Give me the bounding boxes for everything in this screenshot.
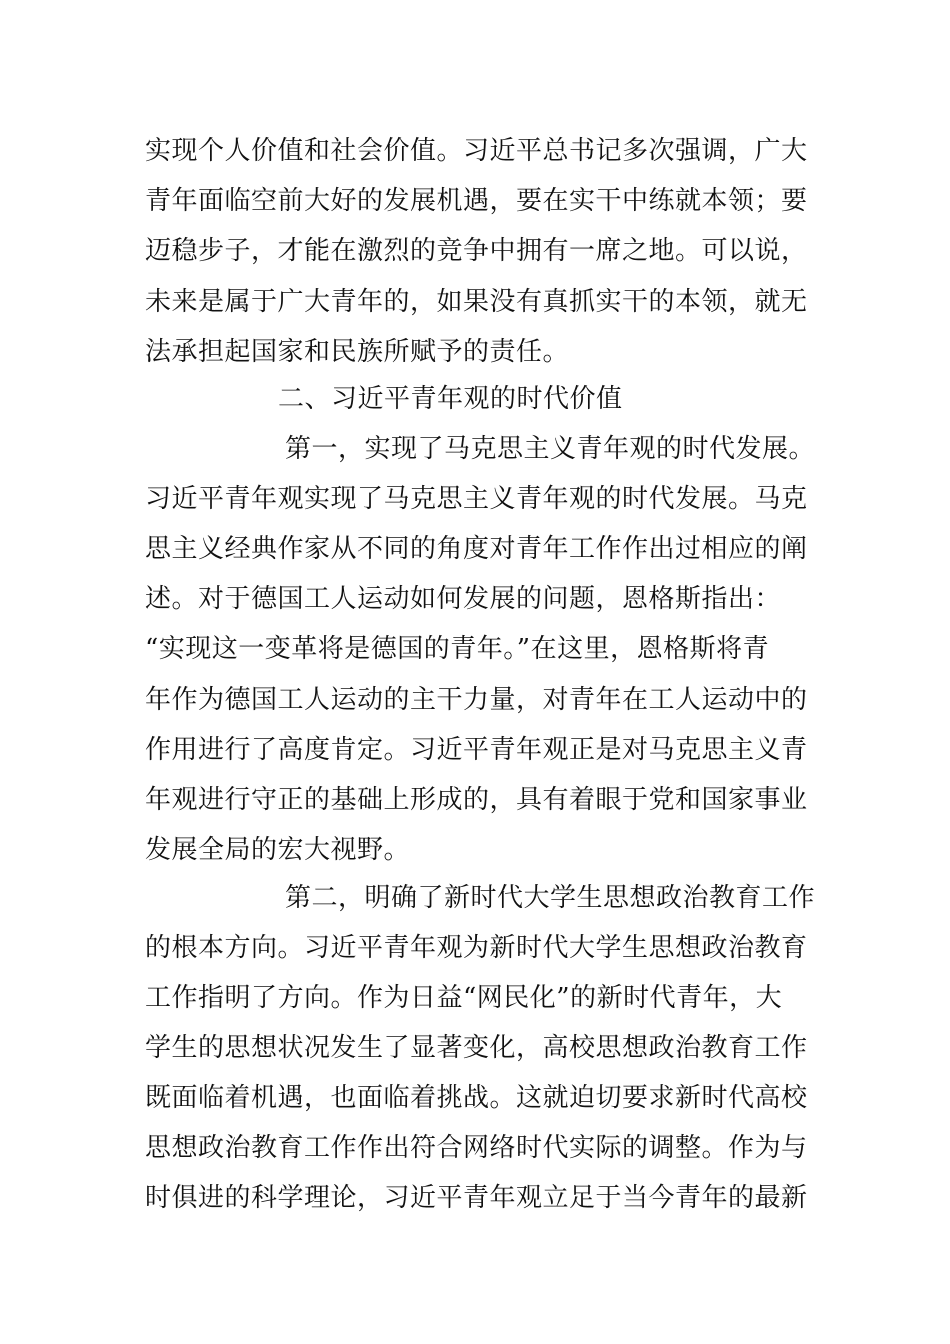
body-text-line: 实现个人价值和社会价值。习近平总书记多次强调，广大 <box>145 136 808 166</box>
body-text-line: 习近平青年观实现了马克思主义青年观的时代发展。马克 <box>145 484 808 514</box>
body-text-line: 思主义经典作家从不同的角度对青年工作作出过相应的阐 <box>145 534 808 564</box>
body-text-line: 迈稳步子，才能在激烈的竞争中拥有一席之地。可以说， <box>145 236 808 266</box>
body-text-line: 作用进行了高度肯定。习近平青年观正是对马克思主义青 <box>145 735 808 765</box>
paragraph-lead-line: 第二，明确了新时代大学生思想政治教育工作 <box>285 883 816 913</box>
body-text-line: 法承担起国家和民族所赋予的责任。 <box>145 337 570 367</box>
body-text-line: 未来是属于广大青年的，如果没有真抓实干的本领，就无 <box>145 287 808 317</box>
body-text-line: 年作为德国工人运动的主干力量，对青年在工人运动中的 <box>145 685 808 715</box>
body-text-line: 述。对于德国工人运动如何发展的问题，恩格斯指出： <box>145 584 782 614</box>
body-text-line: 工作指明了方向。作为日益“网民化”的新时代青年，大 <box>145 983 783 1013</box>
body-text-line: 青年面临空前大好的发展机遇，要在实干中练就本领；要 <box>145 186 808 216</box>
body-text-line: 思想政治教育工作作出符合网络时代实际的调整。作为与 <box>145 1133 808 1163</box>
body-text-line: 既面临着机遇，也面临着挑战。这就迫切要求新时代高校 <box>145 1083 808 1113</box>
body-text-line: 的根本方向。习近平青年观为新时代大学生思想政治教育 <box>145 933 808 963</box>
section-heading: 二、习近平青年观的时代价值 <box>278 384 623 414</box>
body-text-line: 学生的思想状况发生了显著变化，高校思想政治教育工作 <box>145 1033 808 1063</box>
body-text-line: 年观进行守正的基础上形成的，具有着眼于党和国家事业 <box>145 785 808 815</box>
body-text-line: “实现这一变革将是德国的青年。”在这里，恩格斯将青 <box>145 634 770 664</box>
body-text-line: 发展全局的宏大视野。 <box>145 835 411 865</box>
body-text-line: 时俱进的科学理论，习近平青年观立足于当今青年的最新 <box>145 1183 808 1213</box>
paragraph-lead-line: 第一，实现了马克思主义青年观的时代发展。 <box>285 434 816 464</box>
